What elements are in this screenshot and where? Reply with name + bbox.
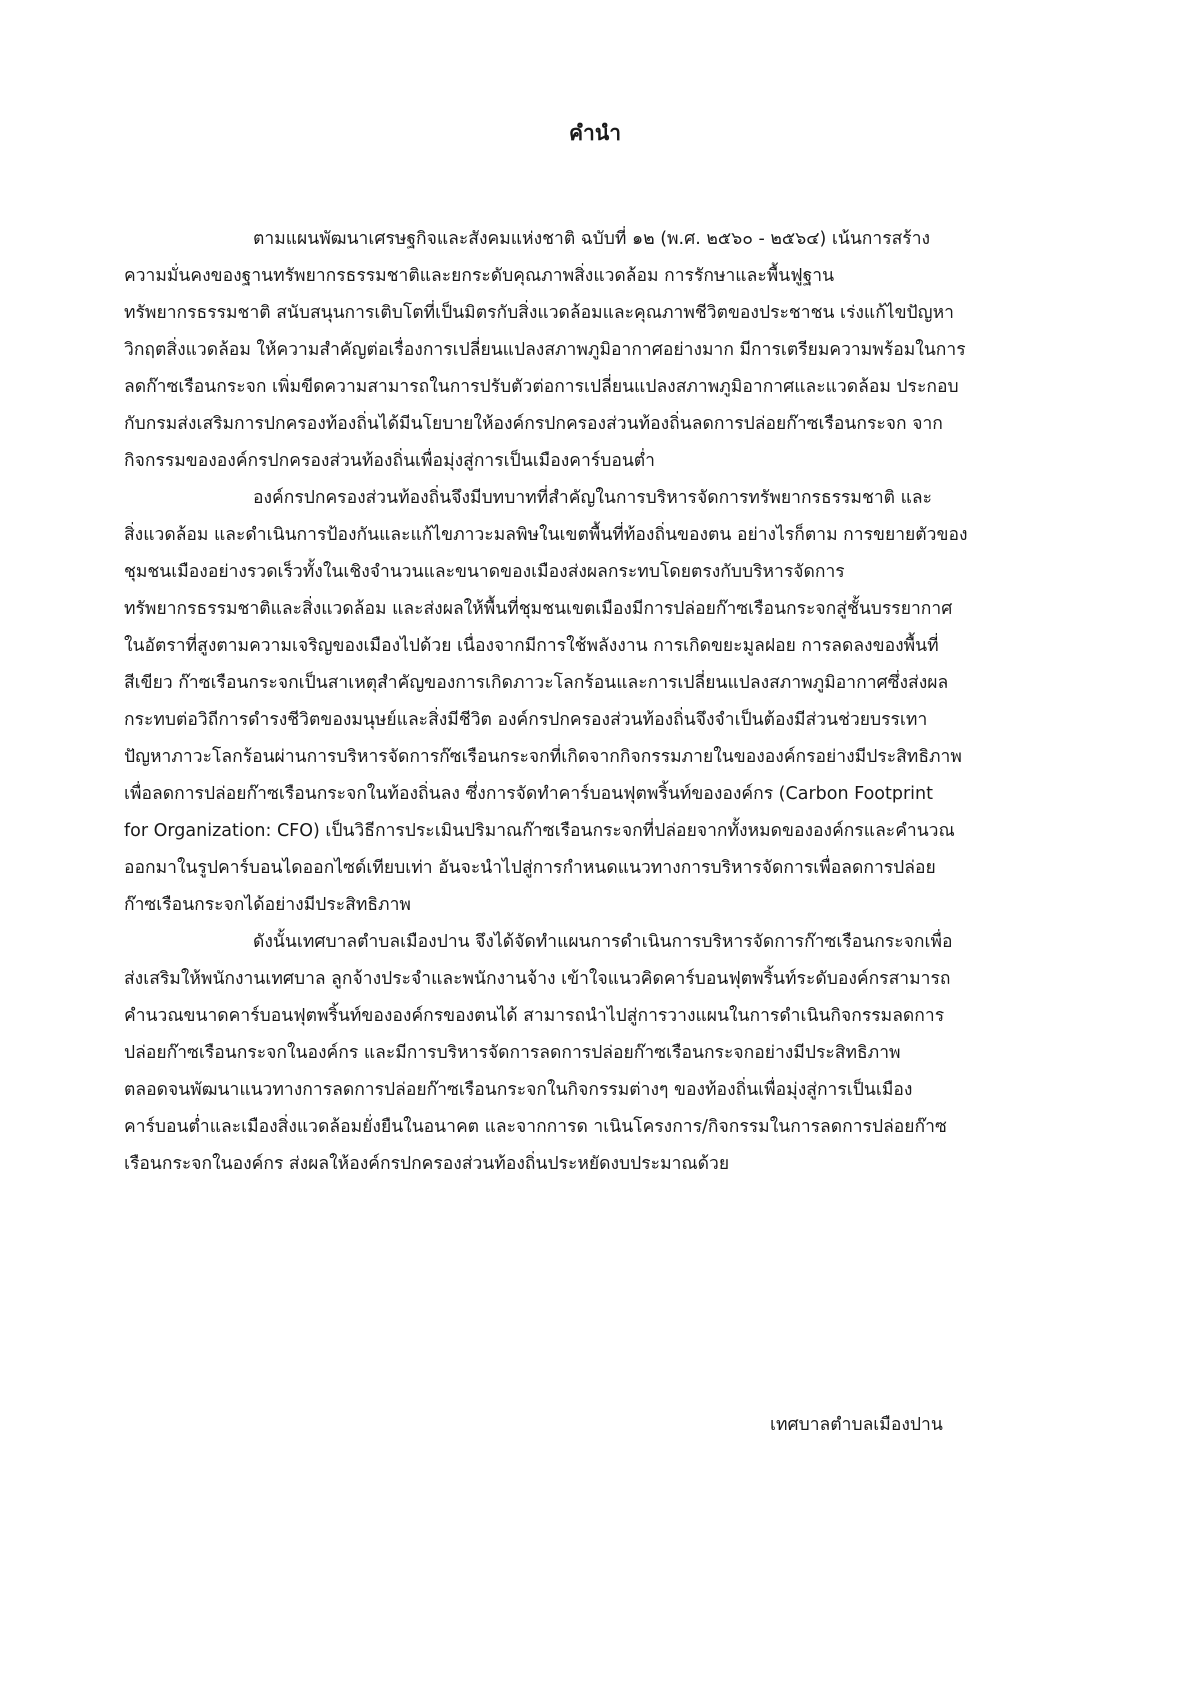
- paragraph-1-line-1: ตามแผนพัฒนาเศรษฐกิจและสังคมแห่งชาติ ฉบับที่ ๑๒ (พ.ศ. ๒๕๖๐ - ๒๕๖๔) เน้นการสร้าง: [253, 229, 931, 249]
- signature-organization: เทศบาลตำบลเมืองปาน: [770, 1415, 943, 1435]
- paragraph-3-line-5: ตลอดจนพัฒนาแนวทางการลดการปล่อยก๊าซเรือนกระจกในกิจกรรมต่างๆ ของท้องถิ่นเพื่อมุ่งสู่การเป็นเมือง: [124, 1080, 913, 1100]
- paragraph-1-line-2: ความมั่นคงของฐานทรัพยากรธรรมชาติและยกระดับคุณภาพสิ่งแวดล้อม การรักษาและพื้นฟูฐาน: [124, 266, 835, 286]
- paragraph-2-line-4: ทรัพยากรธรรมชาติและสิ่งแวดล้อม และส่งผลให้พื้นที่ชุมชนเขตเมืองมีการปล่อยก๊าซเรือนกระจกสู่ชั้นบรรยากาศ: [124, 599, 953, 619]
- paragraph-3-line-7: เรือนกระจกในองค์กร ส่งผลให้องค์กรปกครองส่วนท้องถิ่นประหยัดงบประมาณด้วย: [124, 1154, 730, 1174]
- paragraph-3-line-6: คาร์บอนต่ำและเมืองสิ่งแวดล้อมยั่งยืนในอนาคต และจากการด าเนินโครงการ/กิจกรรมในการลดการปล่อยก๊าซ: [124, 1117, 947, 1137]
- paragraph-3-line-2: ส่งเสริมให้พนักงานเทศบาล ลูกจ้างประจำและพนักงานจ้าง เข้าใจแนวคิดคาร์บอนฟุตพริ้นท์ระดับองค์กรสามารถ: [124, 969, 951, 989]
- paragraph-1-line-7: กิจกรรมขององค์กรปกครองส่วนท้องถิ่นเพื่อมุ่งสู่การเป็นเมืองคาร์บอนต่ำ: [124, 451, 655, 471]
- paragraph-3-line-3: คำนวณขนาดคาร์บอนฟุตพริ้นท์ขององค์กรของตนได้ สามารถนำไปสู่การวางแผนในการดำเนินกิจกรรมลดการ: [124, 1006, 945, 1026]
- paragraph-2-line-12: ก๊าซเรือนกระจกได้อย่างมีประสิทธิภาพ: [124, 895, 411, 915]
- paragraph-2-line-1: องค์กรปกครองส่วนท้องถิ่นจึงมีบทบาทที่สำคัญในการบริหารจัดการทรัพยากรธรรมชาติ และ: [253, 488, 932, 508]
- paragraph-2-line-5: ในอัตราที่สูงตามความเจริญของเมืองไปด้วย เนื่องจากมีการใช้พลังงาน การเกิดขยะมูลฝอย การลดลงของพื้นที่: [124, 636, 939, 656]
- paragraph-2-line-8: ปัญหาภาวะโลกร้อนผ่านการบริหารจัดการก๊ซเรือนกระจกที่เกิดจากกิจกรรมภายในขององค์กรอย่างมีประสิทธิภาพ: [124, 747, 962, 767]
- paragraph-1-line-5: ลดก๊าซเรือนกระจก เพิ่มขีดความสามารถในการปรับตัวต่อการเปลี่ยนแปลงสภาพภูมิอากาศและแวดล้อม ประกอบ: [124, 377, 959, 397]
- paragraph-2-line-11: ออกมาในรูปคาร์บอนไดออกไซด์เทียบเท่า อันจะนำไปสู่การกำหนดแนวทางการบริหารจัดการเพื่อลดการปล่อย: [124, 858, 936, 878]
- paragraph-2-line-3: ชุมชนเมืองอย่างรวดเร็วทั้งในเชิงจำนวนและขนาดของเมืองส่งผลกระทบโดยตรงกับบริหารจัดการ: [124, 562, 845, 582]
- paragraph-3-line-1: ดังนั้นเทศบาลตำบลเมืองปาน จึงได้จัดทำแผนการดำเนินการบริหารจัดการก๊าซเรือนกระจกเพื่อ: [253, 932, 953, 952]
- page-title: คำนำ: [569, 121, 621, 145]
- paragraph-1-line-6: กับกรมส่งเสริมการปกครองท้องถิ่นได้มีนโยบายให้องค์กรปกครองส่วนท้องถิ่นลดการปล่อยก๊าซเรือนกระจก จาก: [124, 414, 943, 434]
- paragraph-2-line-2: สิ่งแวดล้อม และดำเนินการป้องกันและแก้ไขภาวะมลพิษในเขตพื้นที่ท้องถิ่นของตน อย่างไรก็ตาม การขยายตัวของ: [124, 525, 968, 545]
- paragraph-2-line-9: เพื่อลดการปล่อยก๊าซเรือนกระจกในท้องถิ่นลง ซึ่งการจัดทำคาร์บอนฟุตพริ้นท์ขององค์กร (Carbon Footprint: [124, 784, 933, 804]
- paragraph-2-line-6: สีเขียว ก๊าซเรือนกระจกเป็นสาเหตุสำคัญของการเกิดภาวะโลกร้อนและการเปลี่ยนแปลงสภาพภูมิอากาศซึ่งส่งผล: [124, 673, 949, 693]
- paragraph-1-line-3: ทรัพยากรธรรมชาติ สนับสนุนการเติบโตที่เป็นมิตรกับสิ่งแวดล้อมและคุณภาพชีวิตของประชาชน เร่งแก้ไขปัญหา: [124, 303, 954, 323]
- paragraph-3-line-4: ปล่อยก๊าซเรือนกระจกในองค์กร และมีการบริหารจัดการลดการปล่อยก๊าซเรือนกระจกอย่างมีประสิทธิภาพ: [124, 1043, 901, 1063]
- paragraph-1-line-4: วิกฤตสิ่งแวดล้อม ให้ความสำคัญต่อเรื่องการเปลี่ยนแปลงสภาพภูมิอากาศอย่างมาก มีการเตรียมความพร้อมในการ: [124, 340, 966, 360]
- paragraph-2-line-10: for Organization: CFO) เป็นวิธีการประเมินปริมาณก๊าซเรือนกระจกที่ปล่อยจากทั้งหมดขององค์กรและคำนวณ: [124, 821, 955, 841]
- paragraph-2-line-7: กระทบต่อวิถีการดำรงชีวิตของมนุษย์และสิ่งมีชีวิต องค์กรปกครองส่วนท้องถิ่นจึงจำเป็นต้องมีส่วนช่วยบรรเทา: [124, 710, 928, 730]
